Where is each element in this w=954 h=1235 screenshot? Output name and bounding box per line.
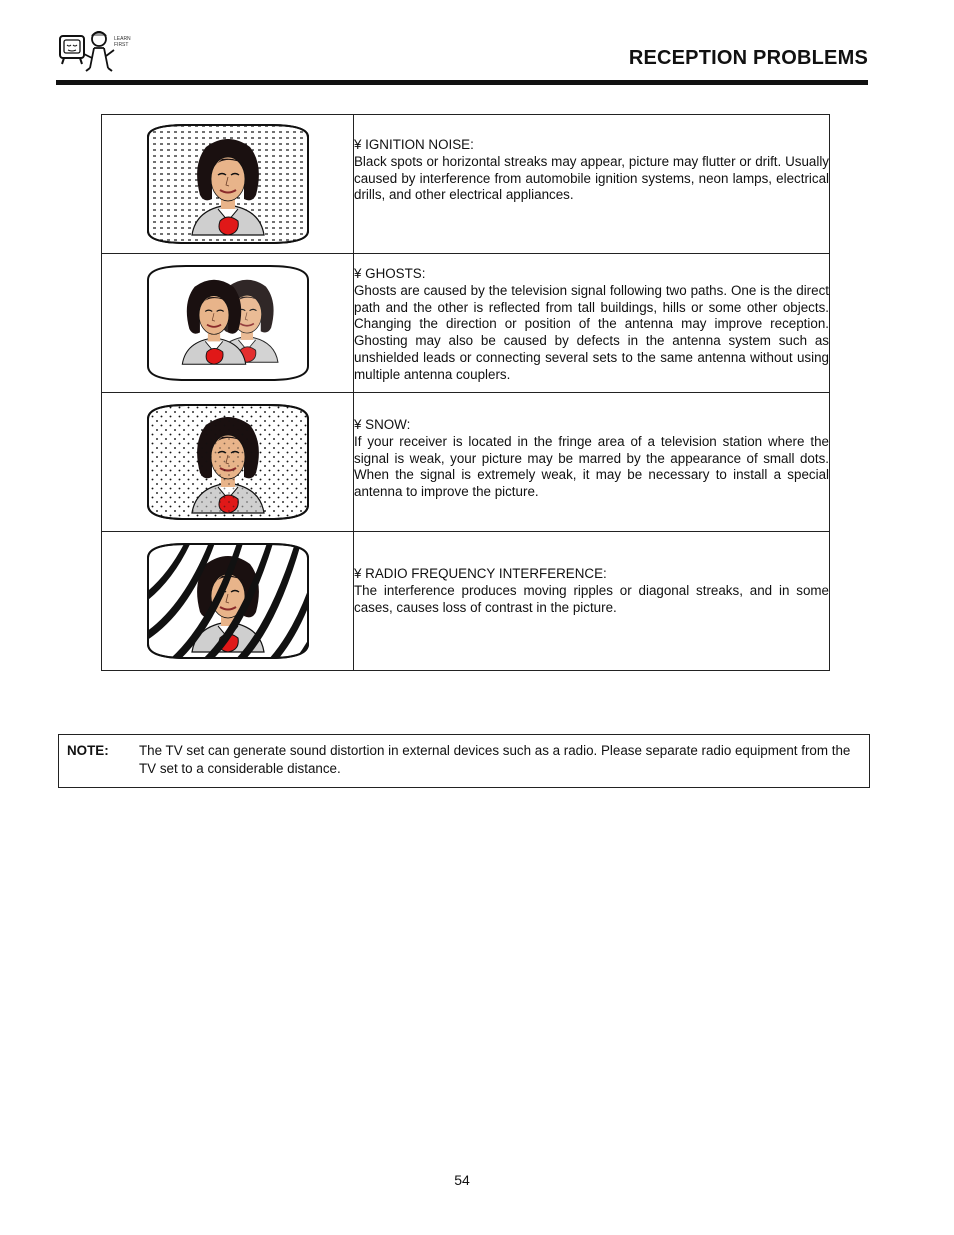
page-title: RECEPTION PROBLEMS	[628, 47, 868, 69]
logo-text: LEARN FIRST	[114, 36, 131, 48]
problem-body: If your receiver is located in the fringe area of a television station where the signal is weak, your picture may be marred by the appearance of small dots. When the signal is extremely weak, it may be necessary to install a special antenna to improve the picture.	[354, 433, 829, 500]
problem-body: The interference produces moving ripples or diagonal streaks, and in some cases, causes loss of contrast in the picture.	[354, 582, 829, 615]
page-number: 54	[454, 1172, 470, 1188]
note-label: NOTE:	[67, 743, 109, 758]
problem-row-rf-interference	[102, 532, 830, 671]
problem-body: Ghosts are caused by the television signal following two paths. One is the direct path and the other is reflected from tall buildings, hills or some other objects. Changing the direction or position of the antenna may improve reception. Ghosting may also be caused by defects in the antenna system such as unshielded leads or connecting several sets to the same antenna without using multiple antenna couplers.	[354, 282, 829, 382]
tv-snow-icon	[146, 401, 310, 523]
problem-heading: ¥ GHOSTS:	[354, 266, 426, 281]
note-box	[58, 734, 870, 788]
tv-ignition-noise-icon	[146, 123, 310, 245]
problem-row-ghosts	[102, 254, 830, 393]
note-text: The TV set can generate sound distortion in external devices such as a radio. Please separate radio equipment from the TV set to a considerable distance.	[139, 743, 851, 776]
problem-row-snow	[102, 393, 830, 532]
problem-heading: ¥ IGNITION NOISE:	[354, 137, 474, 152]
reception-problems-table	[101, 114, 830, 671]
header-rule	[56, 80, 868, 85]
problem-heading: ¥ RADIO FREQUENCY INTERFERENCE:	[354, 566, 607, 581]
tv-mascot-logo-icon	[56, 28, 132, 74]
tv-rf-interference-icon	[146, 540, 310, 662]
problem-body: Black spots or horizontal streaks may appear, picture may flutter or drift. Usually caused by interference from automobile ignition systems, neon lamps, electrical drills, and other electrical appliances.	[354, 153, 829, 203]
problem-heading: ¥ SNOW:	[354, 417, 411, 432]
problem-row-ignition-noise	[102, 115, 830, 254]
tv-ghosts-icon	[146, 262, 310, 384]
